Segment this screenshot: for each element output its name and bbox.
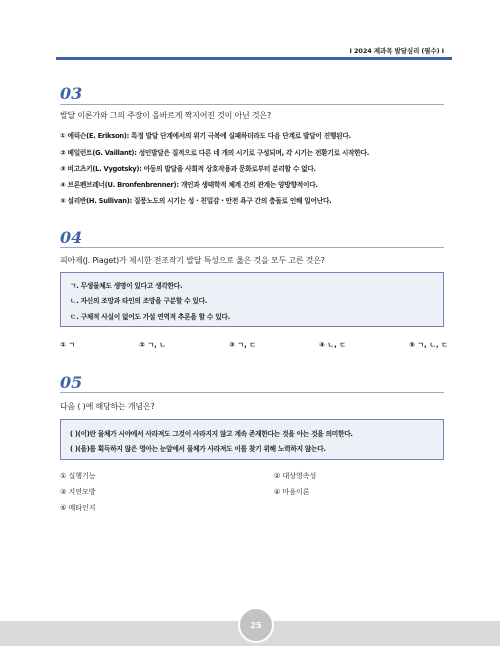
choice-4[interactable]: ④ 마음이론 bbox=[274, 488, 310, 496]
choice-1[interactable]: ① ㄱ bbox=[60, 341, 76, 349]
option-1[interactable]: ① 에릭슨(E. Erikson): 특정 발달 단계에서의 위기 극복에 실패하더라도 다음 단계로 발달이 진행된다. bbox=[60, 132, 351, 140]
question-number: 05 bbox=[60, 373, 83, 392]
statement-item: ㄷ. 구체적 사실이 없어도 가설 연역적 추론을 할 수 있다. bbox=[70, 313, 230, 321]
statement-item: ㄱ. 무생물체도 생명이 있다고 생각한다. bbox=[70, 282, 183, 290]
question-divider bbox=[60, 104, 444, 105]
statement-item: ( )(이)란 물체가 시야에서 사라져도 그것이 사라지지 않고 계속 존재한다는 것을 아는 것을 의미한다. bbox=[70, 430, 353, 438]
statement-item: ㄴ. 자신의 조망과 타인의 조망을 구분할 수 있다. bbox=[70, 297, 208, 305]
question-divider bbox=[60, 392, 444, 393]
statement-box bbox=[60, 419, 444, 460]
choice-3[interactable]: ③ ㄱ, ㄷ bbox=[229, 341, 256, 349]
statement-item: ( )(을)를 획득하지 않은 영아는 눈앞에서 물체가 사라져도 이를 찾기 위해 노력하지 않는다. bbox=[70, 445, 326, 453]
question-text: 다음 ( )에 해당하는 개념은? bbox=[60, 402, 155, 411]
choice-1[interactable]: ① 실행기능 bbox=[60, 472, 96, 480]
question-text: 피아제(J. Piaget)가 제시한 전조작기 발달 특성으로 옳은 것을 모두 고른 것은? bbox=[60, 256, 325, 265]
choice-2[interactable]: ② ㄱ, ㄴ bbox=[139, 341, 166, 349]
page-number: 25 bbox=[238, 607, 274, 643]
choice-3[interactable]: ③ 지연모방 bbox=[60, 488, 96, 496]
running-header: Ⅰ 2024 제과목 발달심리 (필수) Ⅰ bbox=[349, 47, 444, 55]
header-rule bbox=[56, 57, 452, 60]
choice-2[interactable]: ② 대상영속성 bbox=[274, 472, 317, 480]
question-number: 04 bbox=[60, 228, 83, 247]
option-3[interactable]: ③ 비고츠키(L. Vygotsky): 아동의 발달을 사회적 상호작용과 문화로부터 분리할 수 없다. bbox=[60, 165, 316, 173]
question-number: 03 bbox=[60, 84, 83, 103]
statement-box bbox=[60, 272, 444, 327]
option-2[interactable]: ② 베일런트(G. Vaillant): 성인발달은 질적으로 다른 네 개의 시기로 구성되며, 각 시기는 전환기로 시작한다. bbox=[60, 149, 370, 157]
choice-5[interactable]: ⑤ ㄱ, ㄴ, ㄷ bbox=[409, 341, 448, 349]
question-text: 발달 이론가와 그의 주장이 올바르게 짝지어진 것이 아닌 것은? bbox=[60, 111, 271, 120]
choice-5[interactable]: ⑤ 메타인지 bbox=[60, 504, 96, 512]
choice-4[interactable]: ④ ㄴ, ㄷ bbox=[319, 341, 346, 349]
question-divider bbox=[60, 247, 444, 248]
option-4[interactable]: ④ 브론펜브레너(U. Bronfenbrenner): 개인과 생태학적 체계 간의 관계는 양방향적이다. bbox=[60, 181, 318, 189]
option-5[interactable]: ⑤ 설리반(H. Sullivan): 질풍노도의 시기는 성 · 친밀감 · 안전 욕구 간의 충돌로 인해 일어난다. bbox=[60, 197, 332, 205]
